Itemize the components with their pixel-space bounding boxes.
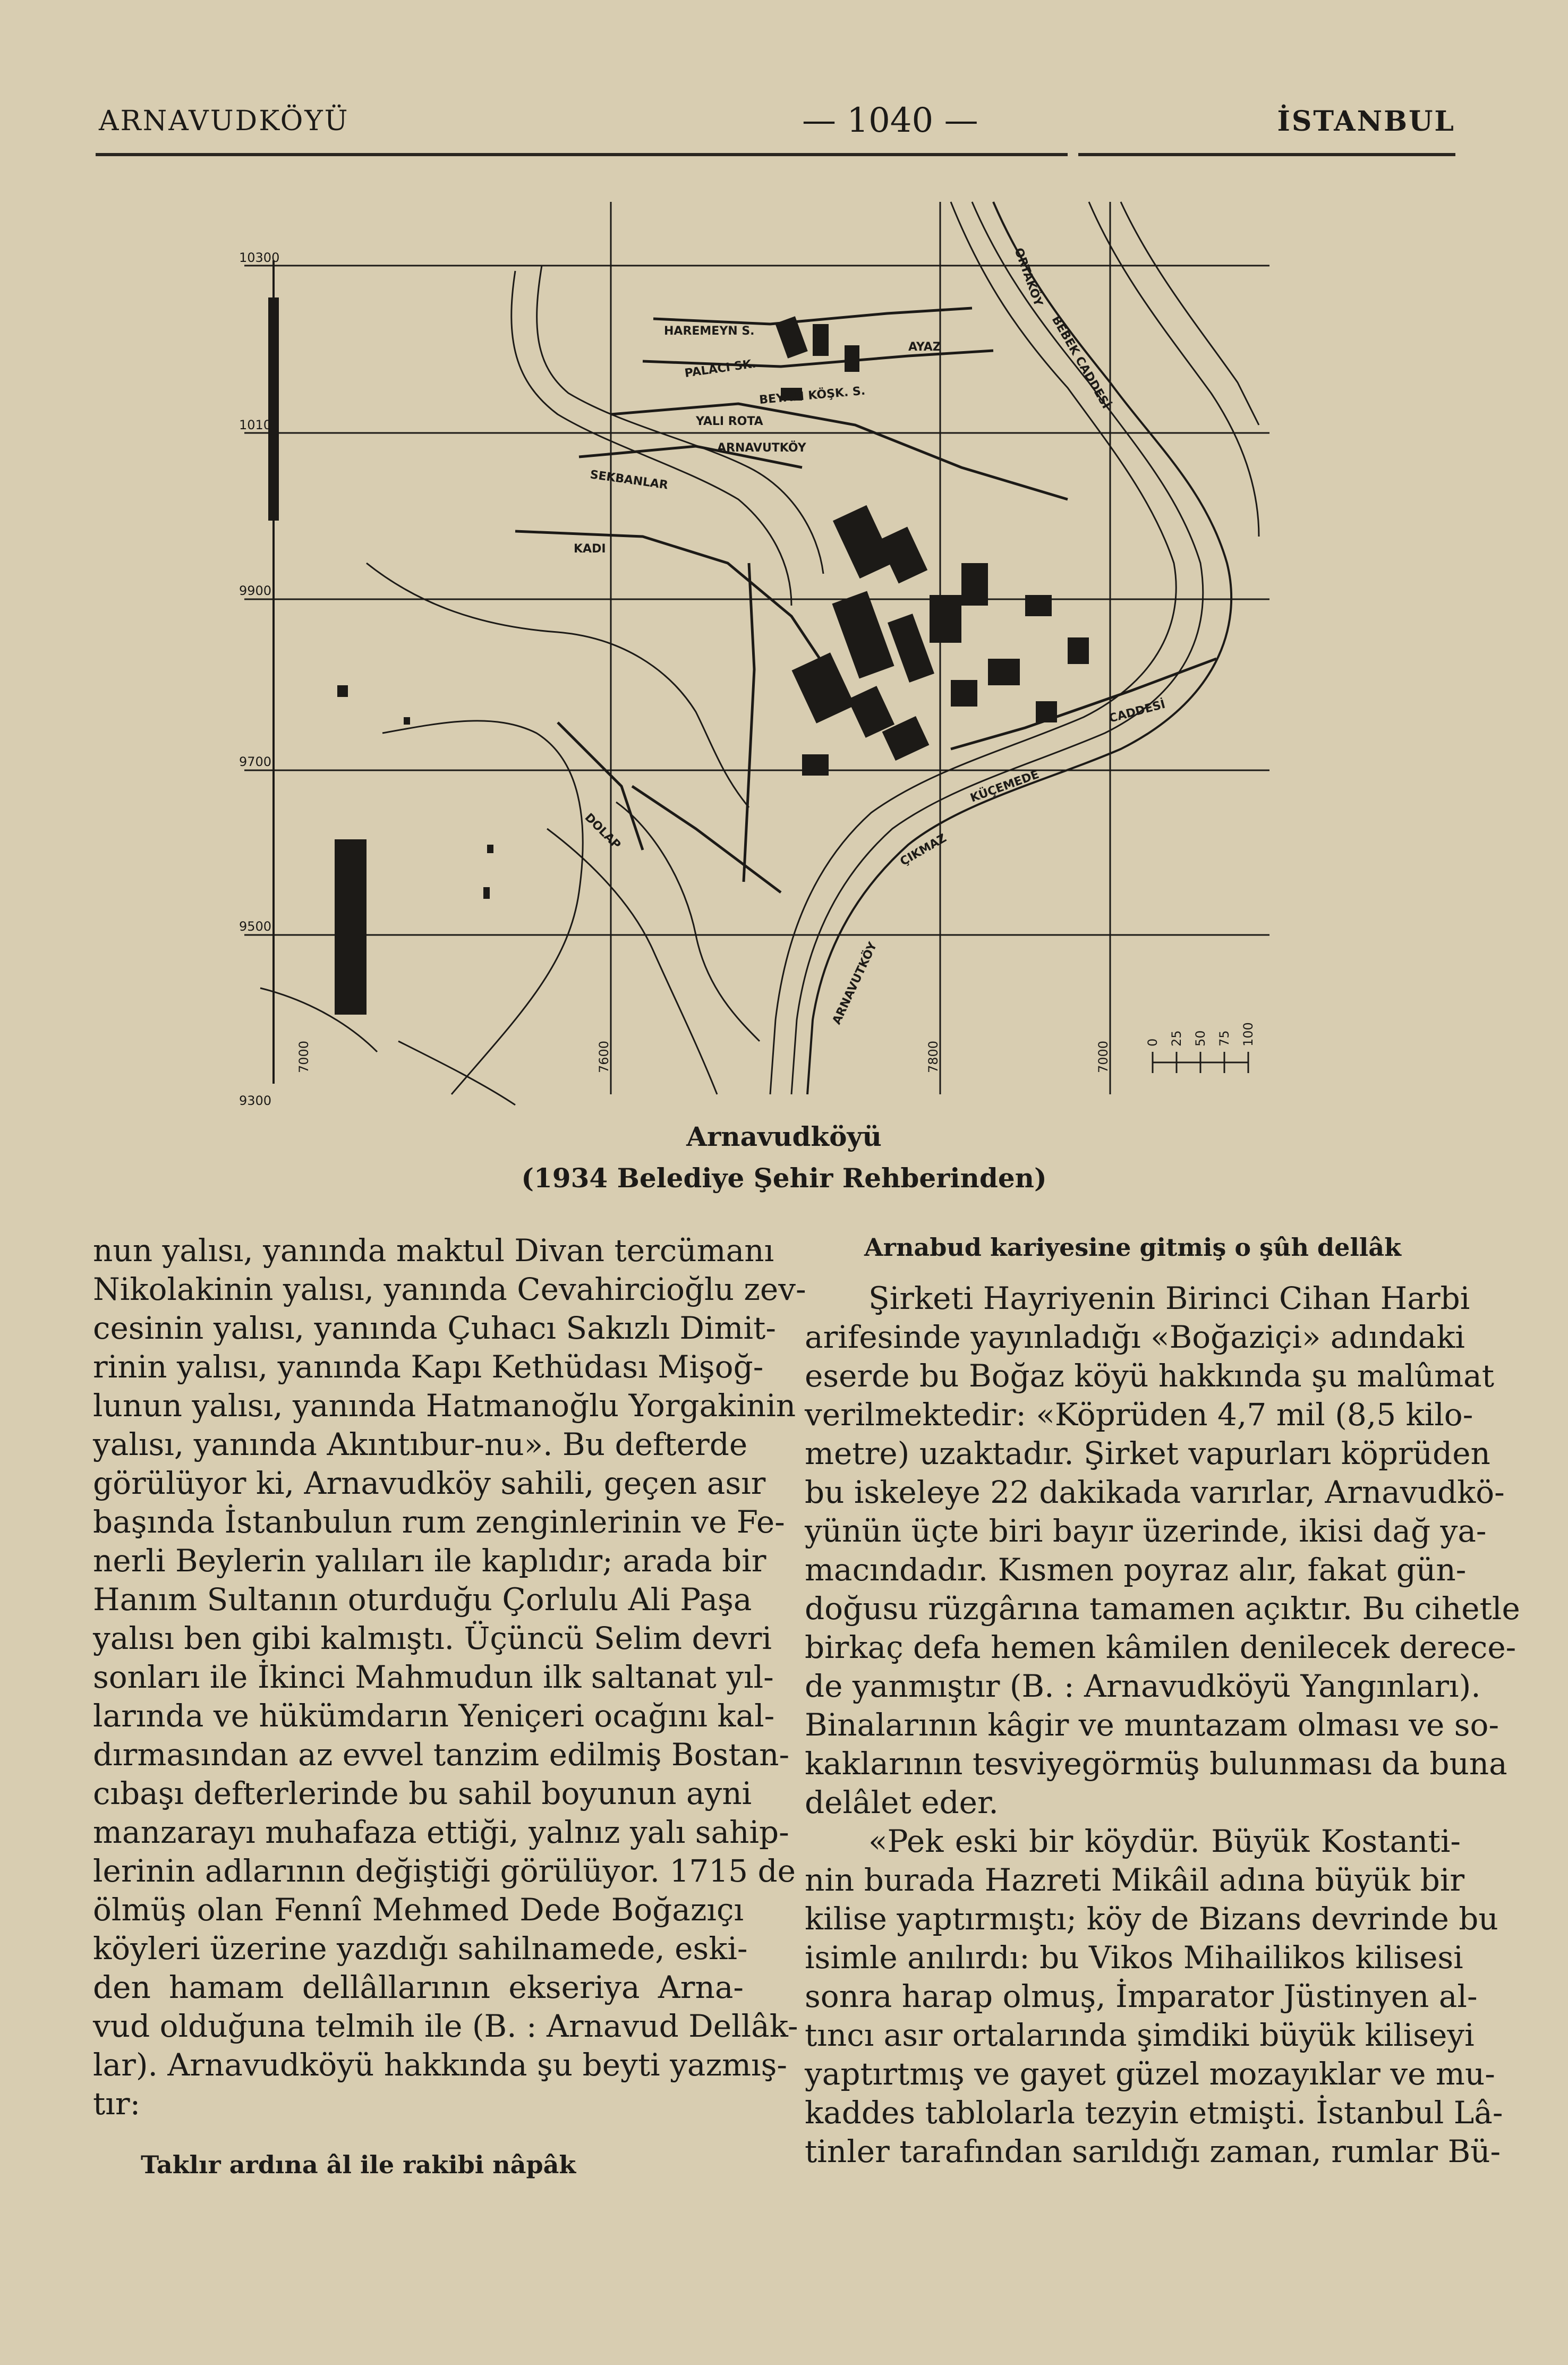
- text-line: de yanmıştır (B. : Arnavudköyü Yangınları).: [805, 1668, 1481, 1704]
- text-line: doğusu rüzgârına tamamen açıktır. Bu cihetle: [805, 1590, 1520, 1627]
- text-line: bu iskeleye 22 dakikada varırlar, Arnavudkö-: [805, 1474, 1505, 1510]
- text-line: verilmektedir: «Köprüden 4,7 mil (8,5 kilo-: [805, 1397, 1473, 1433]
- header-rule-gap: [1068, 152, 1078, 157]
- left-column: [93, 1231, 806, 2184]
- y-tick: 10100: [239, 418, 280, 432]
- text-line: tır:: [93, 2086, 141, 2122]
- text-line: yünün üçte biri bayır üzerinde, ikisi dağ ya-: [805, 1513, 1487, 1549]
- map-contours: [260, 202, 1259, 1105]
- text-line: lar). Arnavudköyü hakkında şu beyti yazmış-: [93, 2047, 787, 2083]
- x-tick: 7600: [596, 1040, 611, 1073]
- text-line: rinin yalısı, yanında Kapı Kethüdası Mişoğ-: [93, 1349, 764, 1385]
- x-tick: 7800: [926, 1040, 941, 1073]
- text-line: Nikolakinin yalısı, yanında Cevahircioğlu zev-: [93, 1271, 806, 1307]
- text-line: nun yalısı, yanında maktul Divan tercümanı: [93, 1232, 774, 1269]
- y-tick: 9700: [239, 754, 272, 769]
- text-line: köyleri üzerine yazdığı sahilnamede, eski-: [93, 1930, 748, 1967]
- text-line: tinler tarafından sarıldığı zaman, rumlar Bü-: [805, 2133, 1501, 2170]
- text-line: «Pek eski bir köydür. Büyük Kostanti-: [868, 1823, 1461, 1859]
- street-label: DOLAP: [582, 811, 623, 852]
- map-scale-bar: [1145, 1022, 1256, 1073]
- y-tick: 9900: [239, 583, 272, 598]
- text-line: görülüyor ki, Arnavudköy sahili, geçen asır: [93, 1465, 766, 1501]
- text-line: vud olduğuna telmih ile (B. : Arnavud Dellâk-: [93, 2008, 798, 2044]
- scale-tick: 100: [1241, 1022, 1256, 1047]
- street-label: SEKBANLAR: [589, 468, 669, 492]
- verse-heading: Arnabud kariyesine gitmiş o şûh dellâk: [864, 1233, 1401, 1262]
- text-line: Şirketi Hayriyenin Birinci Cihan Harbi: [868, 1280, 1470, 1316]
- right-column: [805, 1231, 1520, 2171]
- verse-line: Taklır ardına âl ile rakibi nâpâk: [141, 2150, 576, 2179]
- running-head-right: İSTANBUL: [1277, 105, 1455, 138]
- street-label: AYAZ: [908, 341, 941, 354]
- x-tick: 7000: [296, 1040, 311, 1073]
- text-line: lerinin adlarının değiştiği görülüyor. 1715 de: [93, 1853, 796, 1889]
- text-line: nerli Beylerin yalıları ile kaplıdır; arada bir: [93, 1543, 766, 1579]
- street-label: ORTAKÖY: [1011, 246, 1045, 309]
- text-line: arifesinde yayınladığı «Boğaziçi» adındaki: [805, 1319, 1465, 1355]
- text-line: Hanım Sultanın oturduğu Çorlulu Ali Paşa: [93, 1581, 752, 1618]
- text-line: yaptırtmış ve gayet güzel mozayıklar ve mu-: [805, 2056, 1495, 2092]
- text-line: larında ve hükümdarın Yeniçeri ocağını kal-: [93, 1698, 775, 1734]
- text-line: nin burada Hazreti Mikâil adına büyük bir: [805, 1862, 1465, 1898]
- street-label: KÜÇEMEDE: [968, 768, 1041, 805]
- y-tick: 9300: [239, 1093, 272, 1108]
- text-line: kaddes tablolarla tezyin etmişti. İstanbul Lâ-: [805, 2095, 1503, 2131]
- text-line: kaklarının tesviyegörmüş bulunması da buna: [805, 1746, 1507, 1782]
- text-line: sonları ile İkinci Mahmudun ilk saltanat yıl-: [93, 1659, 774, 1695]
- street-label: YALI ROTA: [696, 415, 763, 428]
- street-label: PALACI SK.: [684, 357, 757, 380]
- scale-tick: 0: [1145, 1038, 1160, 1047]
- text-line: ölmüş olan Fennî Mehmed Dede Boğazıçı: [93, 1892, 744, 1928]
- text-line: isimle anılırdı: bu Vikos Mihailikos kilisesi: [805, 1939, 1463, 1976]
- text-line: dırmasından az evvel tanzim edilmiş Bostan-: [93, 1737, 790, 1773]
- caption-subtitle: (1934 Belediye Şehir Rehberinden): [521, 1162, 1047, 1194]
- x-tick: 7000: [1096, 1040, 1111, 1073]
- text-line: cesinin yalısı, yanında Çuhacı Sakızlı Dimit-: [93, 1310, 776, 1346]
- text-line: macındadır. Kısmen poyraz alır, fakat gün-: [805, 1552, 1467, 1588]
- text-line: den hamam dellâllarının ekseriya Arna-: [93, 1969, 744, 2005]
- scale-tick: 75: [1217, 1030, 1232, 1047]
- header-rule: [96, 153, 1455, 156]
- text-line: sonra harap olmuş, İmparator Jüstinyen al-: [805, 1978, 1478, 2014]
- street-label: ARNAVUTKÖY: [830, 940, 880, 1027]
- caption-title: Arnavudköyü: [686, 1121, 882, 1152]
- running-head: [96, 100, 1455, 148]
- street-label: BEYALI KÖŞK. S.: [759, 384, 866, 407]
- text-line: delâlet eder.: [805, 1784, 999, 1820]
- text-line: metre) uzaktadır. Şirket vapurları köprüden: [805, 1435, 1490, 1471]
- scale-tick: 25: [1169, 1030, 1184, 1047]
- street-label: HAREMEYN S.: [664, 325, 755, 338]
- y-tick: 10300: [239, 250, 280, 265]
- street-label: BEBEK CADDESİ: [1049, 313, 1113, 411]
- street-label: KADI: [574, 542, 606, 556]
- text-line: başında İstanbulun rum zenginlerinin ve Fe-: [93, 1504, 785, 1540]
- map-x-axis: [296, 1041, 1111, 1073]
- text-line: Binalarının kâgir ve muntazam olması ve so-: [805, 1707, 1499, 1743]
- text-line: eserde bu Boğaz köyü hakkında şu malûmat: [805, 1358, 1495, 1394]
- text-line: lunun yalısı, yanında Hatmanoğlu Yorgakinin: [93, 1388, 796, 1424]
- y-tick: 9500: [239, 919, 272, 934]
- street-label: CADDESİ: [1107, 697, 1167, 726]
- street-map: [218, 191, 1280, 1121]
- text-line: manzarayı muhafaza ettiği, yalnız yalı sahip-: [93, 1814, 789, 1850]
- text-line: kilise yaptırmıştı; köy de Bizans devrinde bu: [805, 1901, 1498, 1937]
- street-label: ÇIKMAZ: [898, 831, 949, 869]
- text-line: tıncı asır ortalarında şimdiki büyük kiliseyi: [805, 2017, 1475, 2053]
- running-head-left: ARNAVUDKÖYÜ: [99, 105, 350, 137]
- page-number: — 1040 —: [802, 101, 978, 140]
- text-line: yalısı ben gibi kalmıştı. Üçüncü Selim devri: [93, 1620, 772, 1656]
- scale-tick: 50: [1193, 1030, 1208, 1047]
- street-map-drawing: [218, 191, 1280, 1121]
- text-line: cıbaşı defterlerinde bu sahil boyunun ayni: [93, 1775, 752, 1811]
- text-line: birkaç defa hemen kâmilen denilecek derece-: [805, 1629, 1516, 1665]
- street-label: ARNAVUTKÖY: [717, 441, 806, 455]
- text-line: yalısı, yanında Akıntıbur-nu». Bu defterde: [93, 1426, 748, 1462]
